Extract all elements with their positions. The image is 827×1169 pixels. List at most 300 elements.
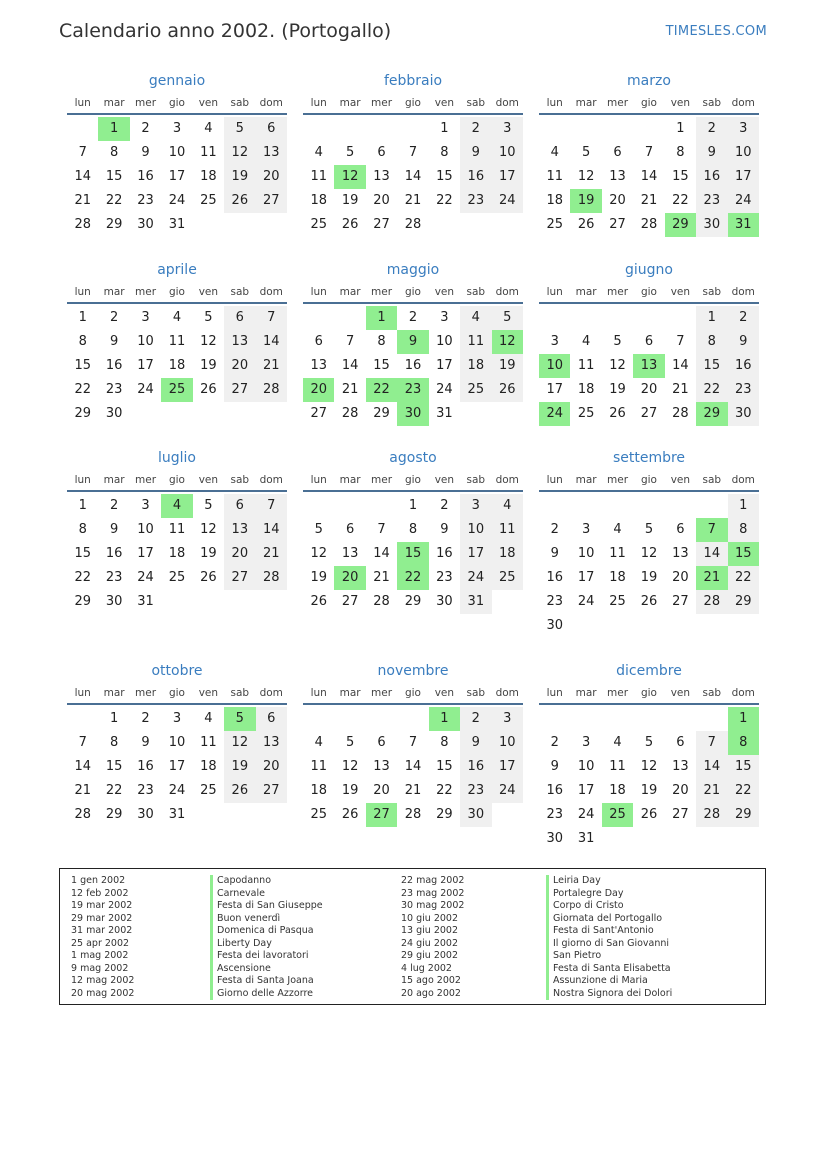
day-cell: 3 bbox=[141, 498, 150, 513]
legend-dates-column-1 bbox=[71, 875, 134, 1000]
month-luglio bbox=[67, 449, 287, 614]
day-cell: 15 bbox=[105, 169, 123, 184]
day-cell: 13 bbox=[256, 731, 287, 755]
day-cell: 26 bbox=[341, 807, 359, 822]
day-cell: 14 bbox=[696, 755, 727, 779]
day-cell: 11 bbox=[609, 759, 626, 774]
day-cell: 15 bbox=[74, 546, 91, 561]
weekday-header bbox=[303, 686, 523, 705]
legend-holiday-name: Il giorno di San Giovanni bbox=[546, 938, 672, 951]
day-cell: 19 bbox=[224, 755, 255, 779]
day-cell: 23 bbox=[460, 189, 491, 213]
weekday-label: dom bbox=[495, 286, 519, 298]
day-grid bbox=[67, 306, 287, 426]
holiday-day-cell: 21 bbox=[696, 566, 727, 590]
day-cell: 19 bbox=[341, 783, 359, 798]
day-cell: 3 bbox=[440, 310, 449, 325]
day-cell: 8 bbox=[440, 145, 449, 160]
day-cell: 17 bbox=[137, 546, 154, 561]
day-cell: 14 bbox=[672, 358, 689, 373]
day-cell: 20 bbox=[373, 783, 390, 798]
day-cell: 13 bbox=[256, 141, 287, 165]
month-name: agosto bbox=[389, 450, 437, 466]
day-cell: 23 bbox=[696, 189, 727, 213]
day-grid bbox=[539, 494, 759, 638]
day-cell: 6 bbox=[613, 145, 622, 160]
day-cell: 9 bbox=[109, 334, 119, 349]
day-cell: 22 bbox=[436, 783, 453, 798]
day-cell: 5 bbox=[581, 145, 591, 160]
day-cell: 5 bbox=[224, 117, 255, 141]
site-logo[interactable]: TIMESLES.COM bbox=[665, 24, 767, 39]
day-cell: 25 bbox=[492, 566, 523, 590]
day-cell: 3 bbox=[492, 117, 523, 141]
day-cell: 1 bbox=[408, 498, 418, 513]
holiday-day-cell: 23 bbox=[397, 378, 428, 402]
day-cell: 26 bbox=[200, 382, 217, 397]
day-cell: 18 bbox=[200, 759, 217, 774]
weekday-label: sab bbox=[230, 474, 250, 486]
weekday-header bbox=[539, 473, 759, 492]
day-cell: 31 bbox=[460, 590, 491, 614]
day-cell: 9 bbox=[109, 522, 119, 537]
day-cell: 28 bbox=[696, 803, 727, 827]
day-cell: 14 bbox=[74, 759, 91, 774]
legend-holiday-name: San Pietro bbox=[546, 950, 672, 963]
day-cell: 2 bbox=[550, 735, 559, 750]
weekday-label: lun bbox=[546, 97, 563, 109]
month-giugno bbox=[539, 261, 759, 426]
empty-cell bbox=[539, 306, 570, 330]
weekday-label: mer bbox=[371, 687, 393, 699]
day-cell: 23 bbox=[460, 779, 491, 803]
holiday-day-cell: 27 bbox=[366, 803, 397, 827]
day-cell: 15 bbox=[74, 358, 91, 373]
weekday-header bbox=[303, 96, 523, 115]
empty-cell bbox=[539, 707, 570, 731]
day-cell: 27 bbox=[256, 779, 287, 803]
day-cell: 2 bbox=[408, 310, 418, 325]
day-cell: 7 bbox=[644, 145, 654, 160]
day-cell: 17 bbox=[137, 358, 154, 373]
day-cell: 28 bbox=[256, 566, 287, 590]
legend-date: 30 mag 2002 bbox=[401, 900, 465, 911]
day-cell: 7 bbox=[676, 334, 685, 349]
day-cell: 11 bbox=[460, 330, 491, 354]
day-cell: 23 bbox=[546, 594, 563, 609]
weekday-label: ven bbox=[670, 97, 691, 109]
day-grid bbox=[303, 707, 523, 827]
day-grid bbox=[67, 117, 287, 237]
day-cell: 7 bbox=[78, 735, 87, 750]
month-agosto bbox=[303, 449, 523, 614]
day-cell: 9 bbox=[550, 759, 559, 774]
day-cell: 4 bbox=[314, 145, 323, 160]
day-cell: 25 bbox=[546, 217, 563, 232]
empty-cell bbox=[602, 707, 633, 731]
day-cell: 29 bbox=[105, 217, 123, 232]
holiday-day-cell: 12 bbox=[334, 165, 365, 189]
day-cell: 13 bbox=[609, 169, 626, 184]
day-cell: 22 bbox=[728, 779, 759, 803]
day-cell: 18 bbox=[609, 783, 626, 798]
day-cell: 22 bbox=[696, 378, 727, 402]
weekday-label: sab bbox=[702, 687, 722, 699]
day-cell: 11 bbox=[310, 169, 327, 184]
day-cell: 28 bbox=[74, 807, 91, 822]
weekday-label: mer bbox=[135, 97, 157, 109]
day-cell: 20 bbox=[224, 542, 255, 566]
legend-holiday-name: Nostra Signora dei Dolori bbox=[546, 988, 672, 1001]
weekday-label: gio bbox=[640, 687, 657, 699]
legend-date: 12 mag 2002 bbox=[71, 975, 135, 986]
day-cell: 22 bbox=[105, 783, 123, 798]
day-cell: 15 bbox=[728, 755, 759, 779]
legend-holiday-name: Buon venerdì bbox=[210, 913, 323, 926]
weekday-label: ven bbox=[434, 474, 455, 486]
day-cell: 16 bbox=[460, 165, 491, 189]
day-cell: 23 bbox=[436, 570, 453, 585]
day-cell: 20 bbox=[224, 354, 255, 378]
day-cell: 26 bbox=[492, 378, 523, 402]
day-cell: 21 bbox=[640, 193, 658, 208]
day-cell: 8 bbox=[728, 518, 759, 542]
day-cell: 8 bbox=[109, 735, 119, 750]
day-cell: 10 bbox=[492, 731, 523, 755]
legend-holiday-name: Carnevale bbox=[210, 888, 323, 901]
weekday-label: mar bbox=[103, 687, 125, 699]
empty-cell bbox=[366, 117, 397, 141]
day-cell: 19 bbox=[224, 165, 255, 189]
day-cell: 10 bbox=[436, 334, 453, 349]
day-cell: 30 bbox=[137, 807, 154, 822]
day-cell: 1 bbox=[728, 494, 759, 518]
legend-holiday-name: Festa di Santa Elisabetta bbox=[546, 963, 672, 976]
weekday-label: lun bbox=[74, 474, 91, 486]
weekday-label: mar bbox=[339, 474, 361, 486]
legend-dates-column-2 bbox=[401, 875, 464, 1000]
day-grid bbox=[67, 707, 287, 827]
day-cell: 30 bbox=[696, 213, 727, 237]
empty-cell bbox=[334, 707, 365, 731]
day-cell: 3 bbox=[550, 334, 559, 349]
day-cell: 28 bbox=[341, 406, 359, 421]
month-novembre bbox=[303, 662, 523, 827]
weekday-label: mar bbox=[103, 474, 125, 486]
day-cell: 11 bbox=[168, 522, 186, 537]
month-gennaio bbox=[67, 72, 287, 237]
holiday-day-cell: 25 bbox=[602, 803, 633, 827]
day-cell: 3 bbox=[172, 121, 182, 136]
weekday-header bbox=[67, 285, 287, 304]
weekday-label: mar bbox=[103, 286, 125, 298]
day-cell: 20 bbox=[373, 193, 390, 208]
day-cell: 31 bbox=[577, 831, 595, 846]
day-cell: 18 bbox=[492, 542, 523, 566]
month-name: marzo bbox=[627, 73, 671, 89]
day-cell: 25 bbox=[609, 594, 626, 609]
day-cell: 13 bbox=[373, 169, 390, 184]
day-cell: 22 bbox=[728, 566, 759, 590]
legend-holiday-name: Ascensione bbox=[210, 963, 323, 976]
weekday-label: mer bbox=[607, 687, 629, 699]
day-cell: 31 bbox=[168, 807, 186, 822]
day-cell: 6 bbox=[377, 735, 386, 750]
empty-cell bbox=[303, 707, 334, 731]
legend-holiday-name: Capodanno bbox=[210, 875, 323, 888]
weekday-label: ven bbox=[198, 687, 219, 699]
weekday-label: mar bbox=[103, 97, 125, 109]
day-cell: 14 bbox=[256, 330, 287, 354]
day-cell: 7 bbox=[256, 494, 287, 518]
holiday-day-cell: 15 bbox=[397, 542, 428, 566]
day-cell: 20 bbox=[609, 193, 626, 208]
day-cell: 19 bbox=[609, 382, 626, 397]
day-cell: 2 bbox=[141, 711, 150, 726]
day-cell: 1 bbox=[78, 310, 87, 325]
day-cell: 7 bbox=[408, 735, 418, 750]
day-cell: 30 bbox=[105, 594, 123, 609]
day-cell: 19 bbox=[640, 570, 658, 585]
day-cell: 24 bbox=[577, 807, 595, 822]
legend-date: 24 giu 2002 bbox=[401, 937, 458, 949]
weekday-label: mar bbox=[575, 474, 597, 486]
day-cell: 30 bbox=[137, 217, 154, 232]
day-cell: 27 bbox=[224, 378, 255, 402]
day-cell: 29 bbox=[105, 807, 123, 822]
day-cell: 22 bbox=[672, 193, 689, 208]
empty-cell bbox=[633, 306, 664, 330]
day-cell: 10 bbox=[577, 546, 595, 561]
day-cell: 26 bbox=[640, 807, 658, 822]
day-cell: 6 bbox=[676, 522, 685, 537]
month-name: giugno bbox=[625, 262, 673, 278]
day-cell: 10 bbox=[137, 522, 154, 537]
day-cell: 10 bbox=[137, 334, 154, 349]
day-cell: 6 bbox=[314, 334, 323, 349]
empty-cell bbox=[397, 707, 428, 731]
day-cell: 17 bbox=[168, 169, 186, 184]
weekday-label: gio bbox=[404, 97, 421, 109]
day-cell: 23 bbox=[137, 783, 154, 798]
day-cell: 2 bbox=[109, 310, 119, 325]
day-cell: 6 bbox=[256, 117, 287, 141]
weekday-header bbox=[539, 686, 759, 705]
day-cell: 4 bbox=[492, 494, 523, 518]
weekday-header bbox=[67, 686, 287, 705]
day-cell: 5 bbox=[204, 310, 213, 325]
day-cell: 17 bbox=[492, 755, 523, 779]
day-cell: 10 bbox=[460, 518, 491, 542]
day-cell: 6 bbox=[256, 707, 287, 731]
day-cell: 25 bbox=[577, 406, 595, 421]
day-cell: 10 bbox=[728, 141, 759, 165]
weekday-label: gio bbox=[404, 687, 421, 699]
day-cell: 9 bbox=[696, 141, 727, 165]
day-cell: 26 bbox=[609, 406, 626, 421]
day-cell: 23 bbox=[546, 807, 563, 822]
weekday-label: lun bbox=[546, 687, 563, 699]
legend-holiday-name: Assunzione di Maria bbox=[546, 975, 672, 988]
day-cell: 22 bbox=[74, 382, 91, 397]
day-cell: 28 bbox=[672, 406, 689, 421]
month-febbraio bbox=[303, 72, 523, 237]
weekday-label: mar bbox=[339, 286, 361, 298]
day-cell: 29 bbox=[74, 594, 91, 609]
day-cell: 11 bbox=[609, 546, 626, 561]
day-cell: 5 bbox=[492, 306, 523, 330]
day-cell: 31 bbox=[436, 406, 453, 421]
empty-cell bbox=[539, 117, 570, 141]
weekday-label: mer bbox=[371, 97, 393, 109]
day-cell: 18 bbox=[310, 783, 327, 798]
day-cell: 10 bbox=[577, 759, 595, 774]
day-cell: 3 bbox=[581, 522, 591, 537]
empty-cell bbox=[602, 494, 633, 518]
day-cell: 17 bbox=[577, 570, 595, 585]
day-cell: 17 bbox=[492, 165, 523, 189]
month-name: settembre bbox=[612, 450, 686, 466]
day-cell: 19 bbox=[310, 570, 327, 585]
day-cell: 25 bbox=[310, 217, 327, 232]
day-cell: 29 bbox=[74, 406, 91, 421]
holiday-day-cell: 20 bbox=[303, 378, 334, 402]
day-cell: 4 bbox=[172, 310, 182, 325]
day-cell: 20 bbox=[256, 165, 287, 189]
day-cell: 27 bbox=[640, 406, 658, 421]
weekday-label: gio bbox=[168, 286, 185, 298]
day-cell: 27 bbox=[609, 217, 626, 232]
weekday-header bbox=[303, 285, 523, 304]
empty-cell bbox=[303, 494, 334, 518]
day-cell: 14 bbox=[74, 169, 91, 184]
day-cell: 24 bbox=[436, 382, 453, 397]
month-name: dicembre bbox=[616, 663, 682, 679]
day-cell: 8 bbox=[377, 334, 386, 349]
day-cell: 16 bbox=[436, 546, 453, 561]
day-cell: 27 bbox=[341, 594, 359, 609]
day-cell: 29 bbox=[728, 803, 759, 827]
weekday-label: ven bbox=[198, 474, 219, 486]
day-cell: 12 bbox=[640, 546, 658, 561]
weekday-header bbox=[303, 473, 523, 492]
day-cell: 23 bbox=[105, 570, 123, 585]
day-cell: 25 bbox=[200, 193, 217, 208]
day-cell: 30 bbox=[728, 402, 759, 426]
weekday-label: ven bbox=[434, 687, 455, 699]
empty-cell bbox=[665, 494, 696, 518]
month-settembre bbox=[539, 449, 759, 638]
day-cell: 27 bbox=[256, 189, 287, 213]
day-cell: 3 bbox=[728, 117, 759, 141]
weekday-label: dom bbox=[731, 97, 755, 109]
empty-cell bbox=[67, 707, 98, 731]
weekday-label: gio bbox=[640, 286, 657, 298]
day-cell: 31 bbox=[137, 594, 154, 609]
day-cell: 8 bbox=[696, 330, 727, 354]
weekday-label: mar bbox=[575, 97, 597, 109]
weekday-label: dom bbox=[259, 687, 283, 699]
day-cell: 8 bbox=[676, 145, 685, 160]
day-cell: 26 bbox=[577, 217, 595, 232]
day-cell: 7 bbox=[256, 306, 287, 330]
day-cell: 7 bbox=[377, 522, 386, 537]
day-cell: 21 bbox=[256, 542, 287, 566]
day-cell: 30 bbox=[460, 803, 491, 827]
day-cell: 24 bbox=[137, 382, 154, 397]
holiday-day-cell: 15 bbox=[728, 542, 759, 566]
weekday-label: ven bbox=[670, 474, 691, 486]
day-cell: 4 bbox=[460, 306, 491, 330]
holiday-day-cell: 22 bbox=[366, 378, 397, 402]
month-aprile bbox=[67, 261, 287, 426]
weekday-label: dom bbox=[731, 474, 755, 486]
day-cell: 13 bbox=[672, 759, 689, 774]
day-cell: 28 bbox=[74, 217, 91, 232]
day-cell: 30 bbox=[436, 594, 453, 609]
day-cell: 30 bbox=[546, 618, 563, 633]
legend-holiday-name: Giorno delle Azzorre bbox=[210, 988, 323, 1001]
day-cell: 21 bbox=[373, 570, 390, 585]
day-cell: 21 bbox=[672, 382, 689, 397]
day-cell: 5 bbox=[314, 522, 323, 537]
day-cell: 5 bbox=[613, 334, 622, 349]
holiday-day-cell: 25 bbox=[161, 378, 192, 402]
empty-cell bbox=[67, 117, 98, 141]
holiday-day-cell: 1 bbox=[366, 306, 397, 330]
day-cell: 2 bbox=[460, 117, 491, 141]
day-cell: 14 bbox=[640, 169, 658, 184]
day-cell: 7 bbox=[345, 334, 355, 349]
day-grid bbox=[303, 117, 523, 237]
legend-names-column-2 bbox=[546, 875, 672, 1000]
day-cell: 1 bbox=[440, 121, 449, 136]
day-cell: 22 bbox=[74, 570, 91, 585]
day-cell: 13 bbox=[373, 759, 390, 774]
day-cell: 7 bbox=[408, 145, 418, 160]
weekday-label: sab bbox=[230, 687, 250, 699]
day-cell: 3 bbox=[460, 494, 491, 518]
day-cell: 30 bbox=[546, 831, 563, 846]
day-cell: 7 bbox=[696, 731, 727, 755]
day-cell: 11 bbox=[168, 334, 186, 349]
day-cell: 14 bbox=[256, 518, 287, 542]
day-cell: 9 bbox=[728, 330, 759, 354]
legend-date: 9 mag 2002 bbox=[71, 962, 129, 974]
weekday-label: lun bbox=[546, 286, 563, 298]
empty-cell bbox=[303, 117, 334, 141]
day-cell: 30 bbox=[105, 406, 123, 421]
day-cell: 22 bbox=[436, 193, 453, 208]
legend-holiday-name: Festa di Santa Joana bbox=[210, 975, 323, 988]
empty-cell bbox=[665, 707, 696, 731]
day-cell: 9 bbox=[460, 141, 491, 165]
day-cell: 27 bbox=[672, 594, 689, 609]
day-cell: 9 bbox=[141, 145, 150, 160]
day-cell: 5 bbox=[644, 522, 654, 537]
weekday-label: lun bbox=[74, 687, 91, 699]
weekday-label: gio bbox=[404, 474, 421, 486]
weekday-label: dom bbox=[259, 97, 283, 109]
empty-cell bbox=[633, 494, 664, 518]
day-cell: 17 bbox=[436, 358, 453, 373]
weekday-label: dom bbox=[259, 474, 283, 486]
weekday-label: dom bbox=[495, 687, 519, 699]
weekday-label: dom bbox=[259, 286, 283, 298]
legend-date: 19 mar 2002 bbox=[71, 900, 133, 911]
day-cell: 24 bbox=[168, 193, 186, 208]
day-cell: 24 bbox=[137, 570, 154, 585]
